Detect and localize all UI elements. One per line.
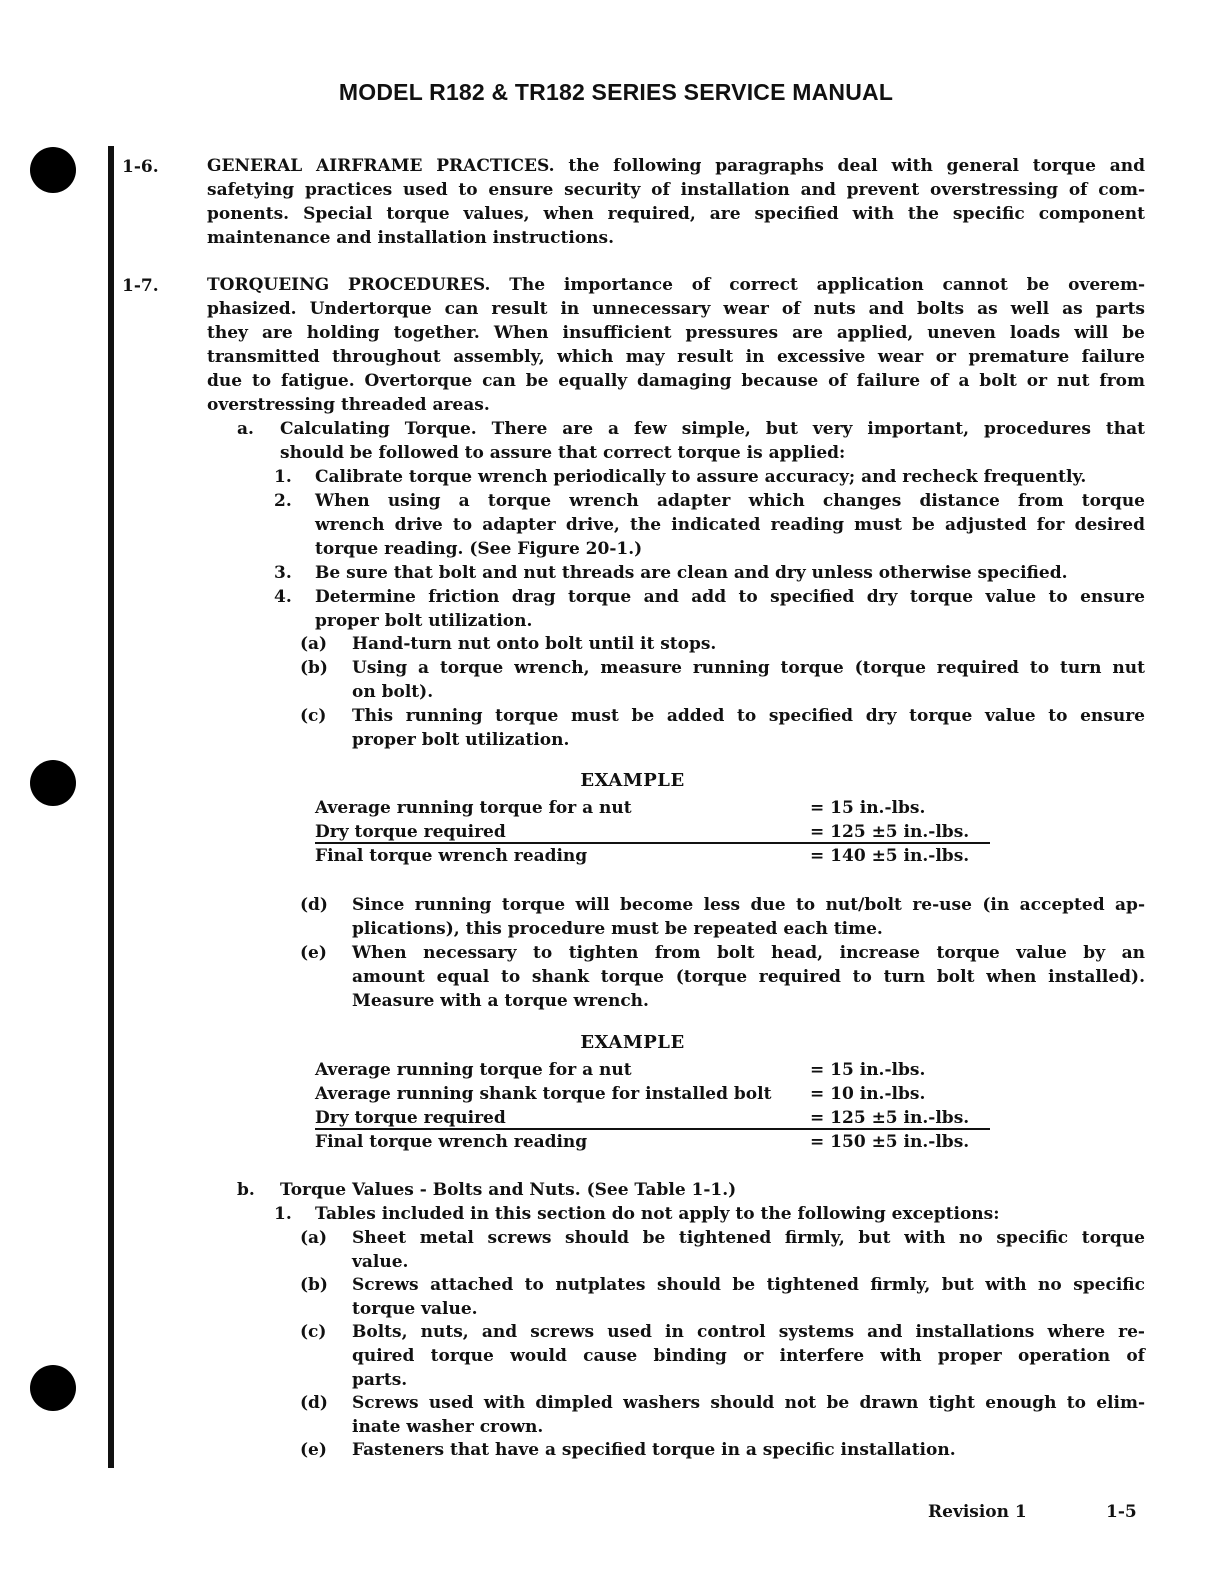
text-line: When necessary to tighten from bolt head, increase torque value by an (352, 943, 1145, 963)
revision-change-bar (108, 146, 114, 1468)
example-label: Dry torque required (315, 1108, 506, 1128)
text-line: phasized. Undertorque can result in unnecessary wear of nuts and bolts as well as parts (207, 299, 1145, 319)
text-line: torque reading. (See Figure 20-1.) (315, 539, 643, 559)
exception-label-c: (c) (300, 1322, 327, 1342)
text-line: ponents. Special torque values, when required, are specified with the specific component (207, 204, 1145, 224)
text-line: parts. (352, 1370, 408, 1390)
example-row (315, 1106, 970, 1130)
example-block-1 (315, 770, 995, 870)
text-line: transmitted throughout assembly, which may result in excessive wear or premature failure (207, 347, 1145, 367)
text-line: inate washer crown. (352, 1417, 544, 1437)
item-label-a: a. (237, 419, 254, 439)
text-line: quired torque would cause binding or interfere with proper operation of (352, 1346, 1145, 1366)
text-line: This running torque must be added to specified dry torque value to ensure (352, 706, 1145, 726)
exception-label-a: (a) (300, 1228, 328, 1248)
sub-e-text (352, 941, 1145, 1013)
example-label: Final torque wrench reading (315, 1132, 588, 1152)
exception-label-d: (d) (300, 1393, 328, 1413)
text-line: Screws attached to nutplates should be tightened firmly, but with no specific (352, 1275, 1145, 1295)
step-3-text: Be sure that bolt and nut threads are clean and dry unless otherwise specified. (315, 563, 1068, 583)
example-value: = 140 ±5 in.-lbs. (810, 846, 970, 866)
section-number-1-6: 1-6. (122, 157, 159, 177)
text-line: proper bolt utilization. (352, 730, 570, 750)
text-line: torque value. (352, 1299, 478, 1319)
text-line: value. (352, 1252, 409, 1272)
example-label: Average running torque for a nut (315, 1060, 632, 1080)
sub-label-d: (d) (300, 895, 328, 915)
item-a-text (280, 417, 1145, 465)
example-row (315, 1130, 970, 1154)
text-line: safetying practices used to ensure security of installation and prevent overstressing of com- (207, 180, 1145, 200)
example-label: Dry torque required (315, 822, 506, 842)
text-line: Calculating Torque. There are a few simple, but very important, procedures that (280, 419, 1145, 439)
example-value: = 125 ±5 in.-lbs. (810, 822, 970, 842)
text-line: Determine friction drag torque and add to specified dry torque value to ensure (315, 587, 1145, 607)
text-line: maintenance and installation instructions. (207, 228, 615, 248)
text-line: Measure with a torque wrench. (352, 991, 649, 1011)
example-value: = 15 in.-lbs. (810, 798, 926, 818)
text-line: TORQUEING PROCEDURES. The importance of correct application cannot be overem- (207, 275, 1145, 295)
sub-label-c: (c) (300, 706, 327, 726)
example-value: = 10 in.-lbs. (810, 1084, 926, 1104)
text-line: Bolts, nuts, and screws used in control systems and installations where re- (352, 1322, 1145, 1342)
step-1-text: Calibrate torque wrench periodically to assure accuracy; and recheck frequently. (315, 467, 1087, 487)
exception-a-text (352, 1226, 1145, 1274)
text-line: should be followed to assure that correct torque is applied: (280, 443, 846, 463)
example-label: Average running torque for a nut (315, 798, 632, 818)
step-b1-text: Tables included in this section do not apply to the following exceptions: (315, 1204, 1000, 1224)
binder-hole-bottom (30, 1365, 76, 1411)
example-value: = 125 ±5 in.-lbs. (810, 1108, 970, 1128)
step-2-text (315, 489, 1145, 561)
example-value: = 15 in.-lbs. (810, 1060, 926, 1080)
binder-hole-top (30, 147, 76, 193)
text-line: Using a torque wrench, measure running torque (torque required to turn nut (352, 658, 1145, 678)
text-line: When using a torque wrench adapter which changes distance from torque (315, 491, 1145, 511)
step-label-1: 1. (274, 467, 292, 487)
item-label-b: b. (237, 1180, 255, 1200)
step-label-b1: 1. (274, 1204, 292, 1224)
section-1-6-text (207, 154, 1145, 250)
text-line: wrench drive to adapter drive, the indicated reading must be adjusted for desired (315, 515, 1145, 535)
example-row (315, 820, 970, 844)
text-line: Screws used with dimpled washers should not be drawn tight enough to elim- (352, 1393, 1145, 1413)
text-line: Since running torque will become less due to nut/bolt re-use (in accepted ap- (352, 895, 1145, 915)
item-b-text: Torque Values - Bolts and Nuts. (See Table 1-1.) (280, 1180, 737, 1200)
step-label-2: 2. (274, 491, 292, 511)
text-line: Sheet metal screws should be tightened firmly, but with no specific torque (352, 1228, 1145, 1248)
text-line: on bolt). (352, 682, 434, 702)
section-1-7-text (207, 273, 1145, 417)
exception-label-b: (b) (300, 1275, 328, 1295)
example-value: = 150 ±5 in.-lbs. (810, 1132, 970, 1152)
text-line: plications), this procedure must be repeated each time. (352, 919, 883, 939)
example-label: Final torque wrench reading (315, 846, 588, 866)
exception-d-text (352, 1391, 1145, 1439)
exception-label-e: (e) (300, 1440, 327, 1460)
example-title: EXAMPLE (580, 1032, 685, 1053)
example-row (315, 844, 970, 868)
exception-c-text (352, 1320, 1145, 1392)
text-line: amount equal to shank torque (torque required to turn bolt when installed). (352, 967, 1145, 987)
exception-b-text (352, 1273, 1145, 1321)
sub-a-text: Hand-turn nut onto bolt until it stops. (352, 634, 717, 654)
sub-b-text (352, 656, 1145, 704)
sub-label-a: (a) (300, 634, 328, 654)
example-row (315, 1058, 926, 1082)
text-line: proper bolt utilization. (315, 611, 533, 631)
section-number-1-7: 1-7. (122, 276, 159, 296)
step-label-3: 3. (274, 563, 292, 583)
example-row (315, 796, 926, 820)
text-line: overstressing threaded areas. (207, 395, 490, 415)
revision-label: Revision 1 (928, 1502, 1027, 1522)
text-line: due to fatigue. Overtorque can be equally damaging because of failure of a bolt or nut from (207, 371, 1145, 391)
page-number: 1-5 (1106, 1502, 1137, 1522)
example-row (315, 1082, 926, 1106)
sub-d-text (352, 893, 1145, 941)
text-line: they are holding together. When insufficient pressures are applied, uneven loads will be (207, 323, 1145, 343)
step-label-4: 4. (274, 587, 292, 607)
example-title: EXAMPLE (580, 770, 685, 791)
binder-hole-middle (30, 760, 76, 806)
example-block-2 (315, 1032, 995, 1156)
step-4-text (315, 585, 1145, 633)
example-label: Average running shank torque for installed bolt (315, 1084, 772, 1104)
sub-label-e: (e) (300, 943, 327, 963)
page-title: MODEL R182 & TR182 SERIES SERVICE MANUAL (338, 79, 894, 105)
sub-label-b: (b) (300, 658, 328, 678)
sub-c-text (352, 704, 1145, 752)
text-line: GENERAL AIRFRAME PRACTICES. the following paragraphs deal with general torque and (207, 156, 1145, 176)
exception-e-text: Fasteners that have a specified torque in a specific installation. (352, 1440, 956, 1460)
